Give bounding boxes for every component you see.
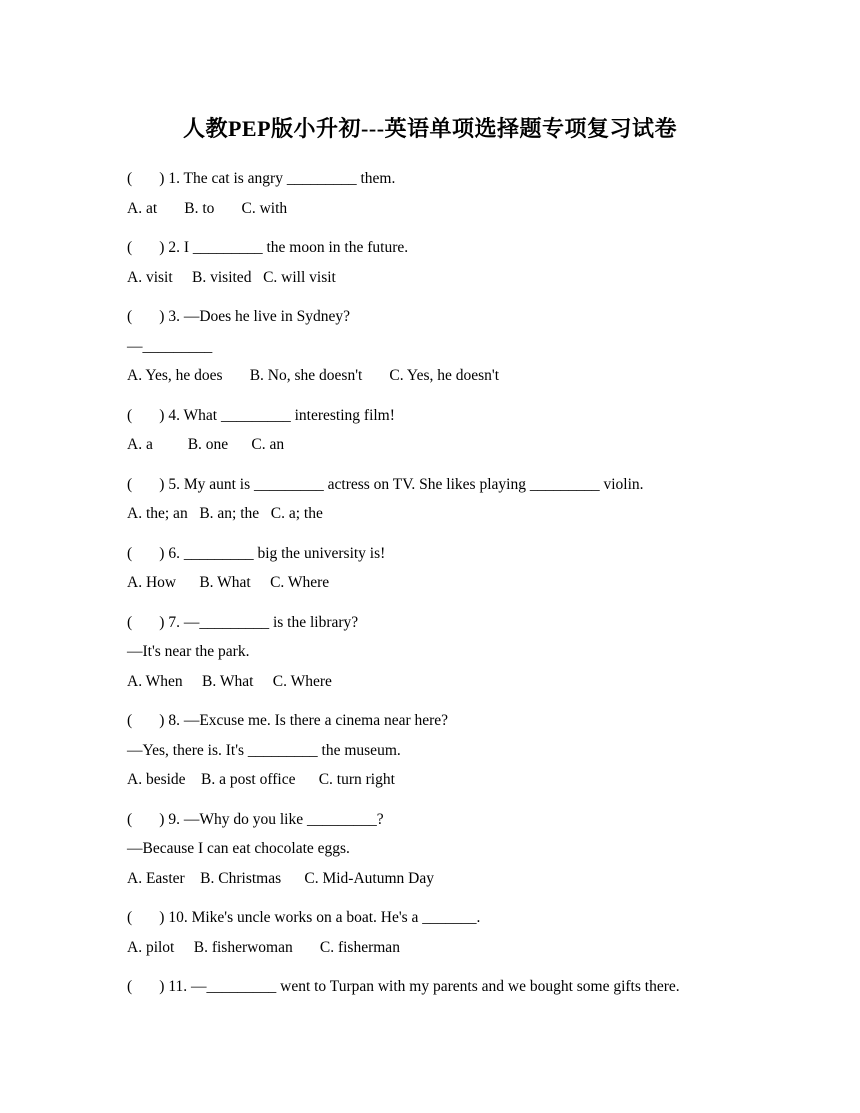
question-text: ( ) 10. Mike's uncle works on a boat. He's a _______. <box>127 909 481 926</box>
dialogue-line: —Yes, there is. It's _________ the museum. <box>127 741 401 759</box>
question-item <box>127 470 767 529</box>
question-text: ( ) 7. —_________ is the library? <box>127 613 359 631</box>
question-text: ( ) 2. I _________ the moon in the future. <box>127 239 409 256</box>
answer-options: A. pilot B. fisherwoman C. fisherman <box>127 938 400 956</box>
dialogue-line: —Because I can eat chocolate eggs. <box>127 840 350 857</box>
answer-options: A. When B. What C. Where <box>127 672 332 690</box>
question-item <box>127 539 767 598</box>
question-item <box>127 401 767 460</box>
question-text: ( ) 9. —Why do you like _________? <box>127 810 384 828</box>
question-item <box>127 302 767 391</box>
question-item <box>127 164 767 223</box>
dialogue-line: —It's near the park. <box>127 643 250 660</box>
answer-options: A. at B. to C. with <box>127 199 288 217</box>
question-item <box>127 972 767 1002</box>
question-item <box>127 608 767 697</box>
dialogue-line: —_________ <box>127 337 213 355</box>
question-item <box>127 903 767 962</box>
question-text: ( ) 8. —Excuse me. Is there a cinema near here? <box>127 712 449 729</box>
page-title: 人教PEP版小升初---英语单项选择题专项复习试卷 <box>182 116 678 141</box>
question-text: ( ) 3. —Does he live in Sydney? <box>127 308 350 325</box>
question-text: ( ) 1. The cat is angry _________ them. <box>127 170 396 187</box>
question-list <box>127 164 767 1012</box>
answer-options: A. Yes, he does B. No, she doesn't C. Yes, he doesn't <box>127 367 499 384</box>
answer-options: A. visit B. visited C. will visit <box>127 268 336 286</box>
question-text: ( ) 5. My aunt is _________ actress on TV. She likes playing _________ violin. <box>127 475 644 493</box>
question-item <box>127 706 767 795</box>
answer-options: A. How B. What C. Where <box>127 574 330 591</box>
answer-options: A. beside B. a post office C. turn right <box>127 771 395 788</box>
question-text: ( ) 6. _________ big the university is! <box>127 544 386 562</box>
question-item <box>127 233 767 292</box>
answer-options: A. the; an B. an; the C. a; the <box>127 505 323 522</box>
answer-options: A. a B. one C. an <box>127 436 285 453</box>
question-text: ( ) 4. What _________ interesting film! <box>127 406 395 424</box>
answer-options: A. Easter B. Christmas C. Mid-Autumn Day <box>127 869 434 887</box>
question-item <box>127 805 767 894</box>
question-text: ( ) 11. —_________ went to Turpan with my parents and we bought some gifts there. <box>127 978 680 995</box>
